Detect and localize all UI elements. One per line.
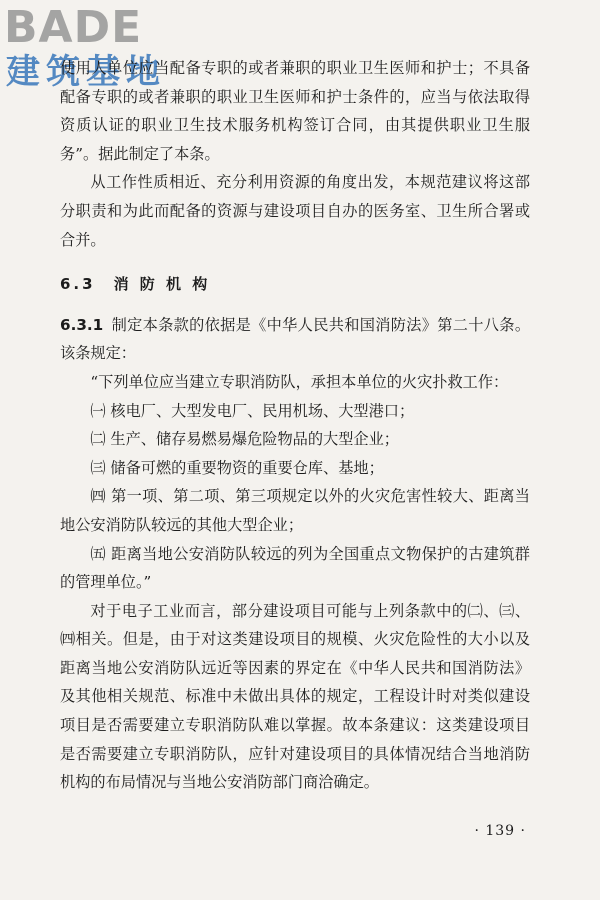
paragraph-continuation: 使用人单位应当配备专职的或者兼职的职业卫生医师和护士；不具备配备专职的或者兼职的职业卫生医师和护士条件的，应当与依法取得资质认证的职业卫生技术服务机构签订合同，由其提供职业卫生服务”。据此制定了本条。: [60, 59, 530, 163]
clause-text: 制定本条款的依据是《中华人民共和国消防法》第二十八条。该条规定：: [60, 315, 530, 363]
page-number: · 139 ·: [474, 823, 526, 839]
list-item-3: ㈢ 储备可燃的重要物资的重要仓库、基地；: [90, 458, 384, 477]
clause-number: 6.3.1: [60, 315, 104, 334]
quote-intro: “下列单位应当建立专职消防队，承担本单位的火灾扑救工作：: [90, 372, 509, 391]
clause-6-3-1: [60, 311, 530, 368]
list-item-5: ㈤ 距离当地公安消防队较远的列为全国重点文物保护的古建筑群的管理单位。”: [60, 544, 530, 592]
paragraph-analysis: 对于电子工业而言，部分建设项目可能与上列条款中的㈡、㈢、㈣相关。但是，由于对这类建设项目的规模、火灾危险性的大小以及距离当地公安消防队远近等因素的界定在《中华人民共和国消防法》及其他相关规范、标准中未做出具体的规定，工程设计时对类似建设项目是否需要建立专职消防队难以掌握。故本条建议：这类建设项目是否需要建立专职消防队，应针对建设项目的具体情况结合当地消防机构的布局情况与当地公安消防部门商洽确定。: [60, 601, 530, 792]
list-item-2: ㈡ 生产、储存易燃易爆危险物品的大型企业；: [90, 430, 399, 449]
watermark-brand: BADE: [4, 2, 143, 53]
body-text: [60, 54, 530, 797]
list-item-1: ㈠ 核电厂、大型发电厂、民用机场、大型港口；: [90, 401, 415, 420]
watermark-subtitle: 建筑基地: [6, 52, 166, 92]
paragraph-resource-sharing: 从工作性质相近、充分利用资源的角度出发，本规范建议将这部分职责和为此而配备的资源与建设项目自办的医务室、卫生所合署或合并。: [60, 173, 530, 249]
section-heading: 6.3 消 防 机 构: [60, 275, 211, 294]
list-item-4: ㈣ 第一项、第二项、第三项规定以外的火灾危害性较大、距离当地公安消防队较远的其他大型企业；: [60, 487, 530, 534]
